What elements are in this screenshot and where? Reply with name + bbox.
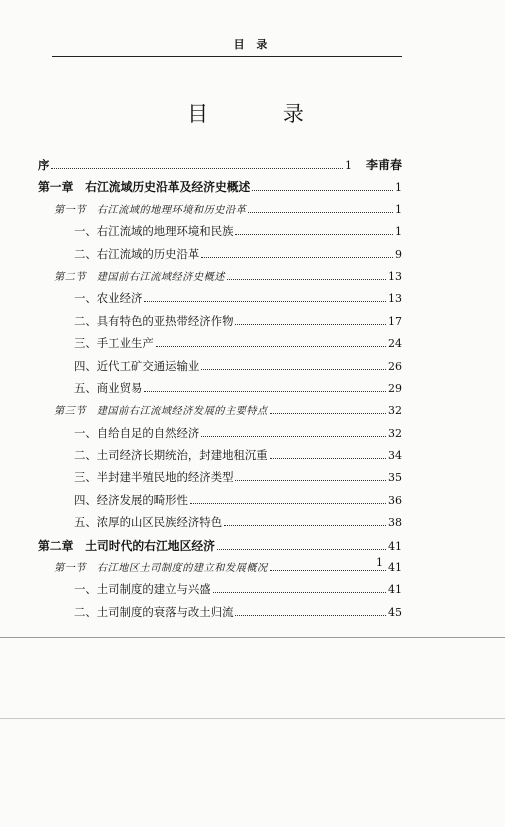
toc-entry-page: 17: [388, 314, 402, 328]
toc-entry-page: 41: [388, 561, 402, 575]
dot-leader: [248, 206, 393, 213]
dot-leader: [217, 543, 386, 550]
toc-entry[interactable]: [38, 402, 402, 424]
header-rule: [52, 56, 402, 57]
toc-entry-label: 四、近代工矿交通运输业: [74, 358, 200, 373]
toc-entry-label: 第二节 建国前右江流域经济史概述: [54, 271, 225, 283]
page-edge-line-lower: [0, 718, 505, 719]
toc-entry-label: 五、商业贸易: [74, 380, 143, 395]
toc-entry-label: 一、农业经济: [74, 291, 143, 306]
toc-entry-page: 9: [395, 247, 402, 261]
toc-entry-page: 29: [388, 381, 402, 395]
toc-entry-page: 36: [388, 493, 402, 507]
dot-leader: [144, 296, 386, 303]
toc-entry-label: 一、自给自足的自然经济: [74, 425, 200, 440]
toc-entry-page: 1: [395, 202, 402, 216]
toc-entry-label: 三、半封建半殖民地的经济类型: [74, 470, 234, 485]
dot-leader: [270, 564, 386, 571]
toc-entry-page: 32: [388, 426, 402, 440]
dot-leader: [190, 497, 386, 504]
toc-entry[interactable]: [38, 290, 402, 312]
dot-leader: [201, 363, 386, 370]
dot-leader: [51, 162, 343, 169]
toc-entry-page: 1: [344, 159, 352, 172]
toc-entry-label: 第一章 右江流域历史沿革及经济史概述: [38, 180, 251, 195]
page-title: 目 录: [187, 102, 338, 126]
toc-entry-label: 二、右江流域的历史沿革: [74, 246, 200, 261]
dot-leader: [235, 475, 386, 482]
dot-leader: [227, 273, 386, 280]
toc-entry-label: 二、具有特色的亚热带经济作物: [74, 313, 234, 328]
toc-entry-label: 二、土司制度的衰落与改土归流: [74, 604, 234, 619]
toc-entry-page: 35: [388, 471, 402, 485]
dot-leader: [270, 452, 386, 459]
toc-entry[interactable]: [38, 268, 402, 290]
toc-entry-label: 五、浓厚的山区民族经济特色: [74, 515, 223, 530]
toc-entry-page: 1: [395, 225, 402, 239]
page-number: 1: [376, 556, 383, 569]
dot-leader: [235, 609, 386, 616]
toc-entry-page: 26: [388, 359, 402, 373]
toc-entry[interactable]: [38, 335, 402, 357]
dot-leader: [235, 228, 393, 235]
page-edge-line: [0, 637, 505, 638]
toc-entry[interactable]: [38, 178, 402, 200]
toc-entry-label: 四、经济发展的畸形性: [74, 492, 188, 507]
toc-entry[interactable]: [38, 447, 402, 469]
dot-leader: [201, 430, 386, 437]
toc-entry[interactable]: [38, 469, 402, 491]
toc-entry[interactable]: [38, 425, 402, 447]
toc-entry-label: 第三节 建国前右江流域经济发展的主要特点: [54, 406, 268, 418]
toc-entry-label: 二、土司经济长期统治，封建地租沉重: [74, 448, 268, 463]
toc-entry[interactable]: [38, 380, 402, 402]
toc-entry-page: 24: [388, 337, 402, 351]
toc-entry[interactable]: [38, 581, 402, 603]
toc-entry-page: 34: [388, 449, 402, 463]
dot-leader: [252, 185, 393, 192]
toc-entry-page: 45: [388, 605, 402, 619]
dot-leader: [270, 408, 386, 415]
toc-entry-author: 李甫春: [365, 158, 402, 172]
toc-entry[interactable]: [38, 492, 402, 514]
dot-leader: [213, 587, 386, 594]
toc-entry[interactable]: [38, 559, 402, 581]
toc-entry-page: 13: [388, 269, 402, 283]
toc-entry[interactable]: [38, 246, 402, 268]
toc-entry-label: 第二章 土司时代的右江地区经济: [38, 538, 215, 553]
toc-entry-label: 第一节 右江地区土司制度的建立和发展概况: [54, 563, 268, 575]
toc-entry[interactable]: [38, 514, 402, 536]
toc-entry[interactable]: [38, 201, 402, 223]
dot-leader: [201, 251, 393, 258]
toc-entry-page: 38: [388, 516, 402, 530]
dot-leader: [144, 385, 386, 392]
dot-leader: [224, 520, 386, 527]
toc-entry[interactable]: [38, 223, 402, 245]
toc-entry-label: 一、右江流域的地理环境和民族: [74, 224, 234, 239]
dot-leader: [156, 340, 386, 347]
toc-entry[interactable]: [38, 313, 402, 335]
table-of-contents: [38, 156, 402, 626]
toc-entry-label: 第一节 右江流域的地理环境和历史沿革: [54, 204, 247, 216]
toc-entry-label: 三、手工业生产: [74, 336, 154, 351]
toc-entry-label: 一、土司制度的建立与兴盛: [74, 582, 211, 597]
toc-entry[interactable]: [38, 537, 402, 559]
toc-entry-page: 41: [388, 539, 402, 553]
toc-entry-page: 41: [388, 583, 402, 597]
toc-entry-page: 1: [395, 181, 402, 195]
toc-entry[interactable]: [38, 358, 402, 380]
toc-entry-label: 序: [38, 158, 50, 172]
toc-entry[interactable]: [38, 604, 402, 626]
dot-leader: [235, 318, 386, 325]
toc-entry-page: 32: [388, 404, 402, 418]
toc-entry[interactable]: [38, 156, 402, 178]
running-head: 目 录: [233, 38, 272, 51]
toc-entry-page: 13: [388, 292, 402, 306]
